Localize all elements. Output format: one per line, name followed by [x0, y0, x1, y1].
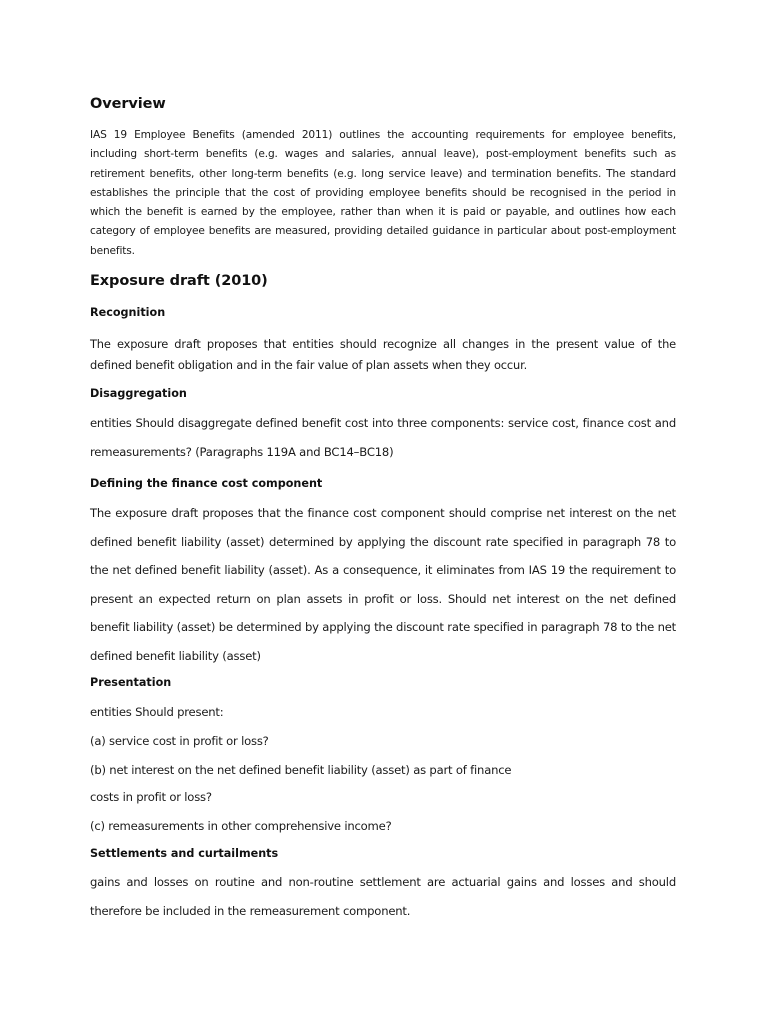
recognition-body: The exposure draft proposes that entities should recognize all changes in the present value of the defined benefit obligation and in the fair value of plan assets when they occur. [90, 337, 676, 372]
presentation-heading: Presentation [90, 676, 172, 689]
disaggregation-heading: Disaggregation [90, 387, 187, 400]
recognition-heading: Recognition [90, 306, 166, 319]
finance-cost-body: The exposure draft proposes that the finance cost component should comprise net interest on the net defined benefit liability (asset) determined by applying the discount rate specified in paragraph 78 to the net defined benefit liability (asset). As a consequence, it eliminates from IAS 19 the requirement to present an expected return on plan assets in profit or loss. Should net interest on the net defined benefit liability (asset) be determined by applying the discount rate specified in paragraph 78 to the net defined benefit liability (asset) [90, 506, 676, 663]
presentation-line: (b) net interest on the net defined benefit liability (asset) as part of finance [90, 763, 512, 777]
overview-body: IAS 19 Employee Benefits (amended 2011) outlines the accounting requirements for employee benefits, including short-term benefits (e.g. wages and salaries, annual leave), post-employment benefits such as retirement benefits, other long-term benefits (e.g. long service leave) and termination benefits. The standard establishes the principle that the cost of providing employee benefits should be recognised in the period in which the benefit is earned by the employee, rather than when it is paid or payable, and outlines how each category of employee benefits are measured, providing detailed guidance in particular about post-employment benefits. [90, 129, 676, 257]
overview-heading: Overview [90, 96, 166, 112]
presentation-line: (a) service cost in profit or loss? [90, 734, 269, 748]
disaggregation-body: entities Should disaggregate defined benefit cost into three components: service cost, finance cost and remeasurements? (Paragraphs 119A and BC14–BC18) [90, 416, 676, 459]
presentation-line: entities Should present: [90, 705, 224, 719]
settlements-body: gains and losses on routine and non-routine settlement are actuarial gains and losses and should therefore be included in the remeasurement component. [90, 875, 676, 918]
finance-cost-heading: Defining the finance cost component [90, 477, 323, 490]
presentation-line: (c) remeasurements in other comprehensive income? [90, 819, 392, 833]
presentation-line: costs in profit or loss? [90, 790, 212, 804]
settlements-heading: Settlements and curtailments [90, 847, 279, 860]
exposure-draft-heading: Exposure draft (2010) [90, 273, 268, 289]
